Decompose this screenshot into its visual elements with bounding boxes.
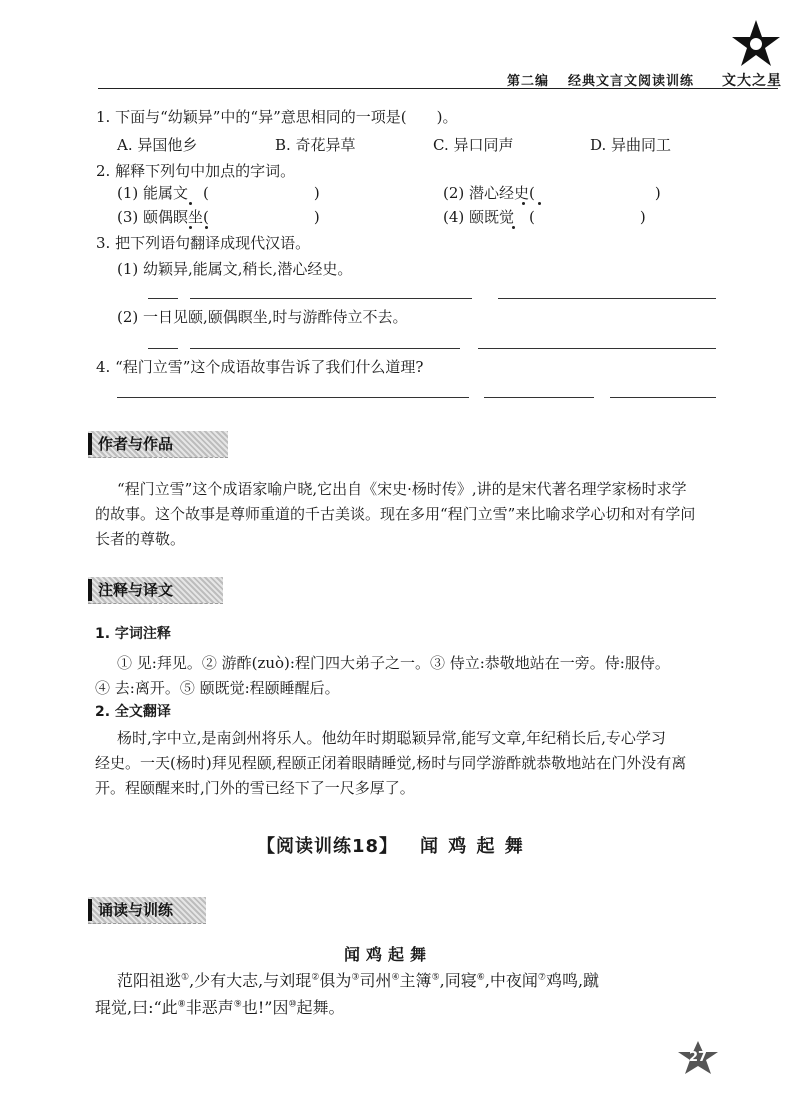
header-brand: 文大之星	[722, 73, 782, 89]
author-line-1: “程门立雪”这个成语家喻户晓,它出自《宋史·杨时传》,讲的是宋代著名理学家杨时求学	[117, 480, 687, 498]
passage-text: 司州	[359, 971, 392, 990]
author-line-3: 长者的尊敬。	[95, 530, 186, 548]
q3-stem: 3. 把下列语句翻译成现代汉语。	[96, 234, 311, 252]
emphasis-dot	[189, 226, 192, 229]
footnote-marker: ⑨	[233, 999, 242, 1010]
author-line-2: 的故事。这个故事是尊师重道的千古美谈。现在多用“程门立雪”来比喻求学心切和对有学问	[95, 505, 696, 523]
footnote-marker: ⑦	[537, 972, 546, 983]
notes-line-2: ④ 去:离开。⑤ 颐既觉:程颐睡醒后。	[95, 679, 340, 697]
section-heading-notes	[88, 577, 223, 604]
notes-subheading-2: 2. 全文翻译	[95, 704, 171, 720]
emphasis-dot	[205, 226, 208, 229]
notes-line-1: ① 见:拜见。② 游酢(zuò):程门四大弟子之一。③ 侍立:恭敬地站在一旁。侍:服侍。	[117, 654, 670, 672]
answer-line[interactable]	[498, 298, 716, 299]
passage-text: ,同寝	[439, 971, 477, 990]
footnote-marker: ④	[391, 972, 400, 983]
footnote-marker: ⑥	[476, 972, 485, 983]
footnote-marker: ③	[351, 972, 360, 983]
translation-line-2: 经史。一天(杨时)拜见程颐,程颐正闭着眼睛睡觉,杨时与同学游酢就恭敬地站在门外没有离	[95, 754, 687, 772]
q2-stem: 2. 解释下列句中加点的字词。	[96, 162, 296, 180]
emphasis-dot	[538, 202, 541, 205]
q2-item-4: (4) 颐既觉 ( )	[443, 208, 646, 226]
q1-option-a: A. 异国他乡	[117, 136, 198, 154]
emphasis-dot	[189, 202, 192, 205]
q1-stem: 1. 下面与“幼颖异”中的“异”意思相同的一项是( )。	[96, 108, 458, 126]
section-heading-read	[88, 897, 206, 924]
passage-text: 也!”因	[241, 998, 289, 1017]
q1-option-b: B. 奇花异草	[275, 136, 356, 154]
section-heading-author	[88, 431, 228, 458]
emphasis-dot	[522, 202, 525, 205]
passage-text: 非恶声	[185, 998, 234, 1017]
q1-option-c: C. 异口同声	[433, 136, 514, 154]
passage-text: 鸡鸣,蹴	[545, 971, 600, 990]
notes-subheading-1: 1. 字词注释	[95, 626, 171, 642]
section-heading-author-text: 作者与作品	[98, 435, 174, 453]
passage-text: 主簿	[399, 971, 432, 990]
passage-line-2	[95, 995, 345, 1018]
passage-title: 闻鸡起舞	[344, 945, 433, 964]
translation-line-1: 杨时,字中立,是南剑州将乐人。他幼年时期聪颖异常,能写文章,年纪稍长后,专心学习	[117, 729, 666, 747]
lesson-title: 闻 鸡 起 舞	[420, 836, 525, 857]
page-number: 27	[688, 1050, 708, 1065]
answer-line[interactable]	[190, 298, 472, 299]
footnote-marker: ①	[181, 972, 190, 983]
passage-text: 起舞。	[296, 998, 345, 1017]
answer-line[interactable]	[610, 397, 716, 398]
q2-item-2: (2) 潜心经史( )	[443, 184, 661, 202]
passage-text: 琨觉,曰:“此	[95, 998, 178, 1017]
q3-item-1: (1) 幼颖异,能属文,稍长,潜心经史。	[117, 260, 353, 278]
q1-option-d: D. 异曲同工	[590, 136, 672, 154]
answer-line[interactable]	[478, 348, 716, 349]
q2-item-3: (3) 颐偶瞑坐( )	[117, 208, 320, 226]
q4-stem: 4. “程门立雪”这个成语故事告诉了我们什么道理?	[96, 358, 424, 376]
answer-line[interactable]	[484, 397, 594, 398]
passage-text: ,少有大志,与刘琨	[189, 971, 312, 990]
footnote-marker: ⑧	[177, 999, 186, 1010]
answer-line[interactable]	[148, 348, 178, 349]
translation-line-3: 开。程颐醒来时,门外的雪已经下了一尺多厚了。	[95, 779, 415, 797]
answer-line[interactable]	[148, 298, 178, 299]
lesson-label: 【阅读训练18】	[257, 836, 399, 857]
q3-item-2: (2) 一日见颐,颐偶瞑坐,时与游酢侍立不去。	[117, 308, 408, 326]
header-title: 经典文言文阅读训练	[568, 74, 695, 89]
header-part: 第二编	[507, 74, 550, 89]
footnote-marker: ⑩	[288, 999, 297, 1010]
answer-line[interactable]	[190, 348, 460, 349]
passage-text: ,中夜闻	[484, 971, 538, 990]
q2-item-1: (1) 能属文 ( )	[117, 184, 320, 202]
emphasis-dot	[512, 226, 515, 229]
passage-text: 范阳祖逖	[117, 971, 182, 990]
passage-line-1	[117, 968, 599, 991]
section-heading-read-text: 诵读与训练	[98, 901, 174, 919]
answer-line[interactable]	[117, 397, 469, 398]
page-number-badge	[676, 1040, 720, 1076]
passage-text: 俱为	[319, 971, 352, 990]
star-logo-icon	[730, 18, 782, 70]
footnote-marker: ②	[311, 972, 320, 983]
section-heading-notes-text: 注释与译文	[98, 581, 174, 599]
footnote-marker: ⑤	[431, 972, 440, 983]
